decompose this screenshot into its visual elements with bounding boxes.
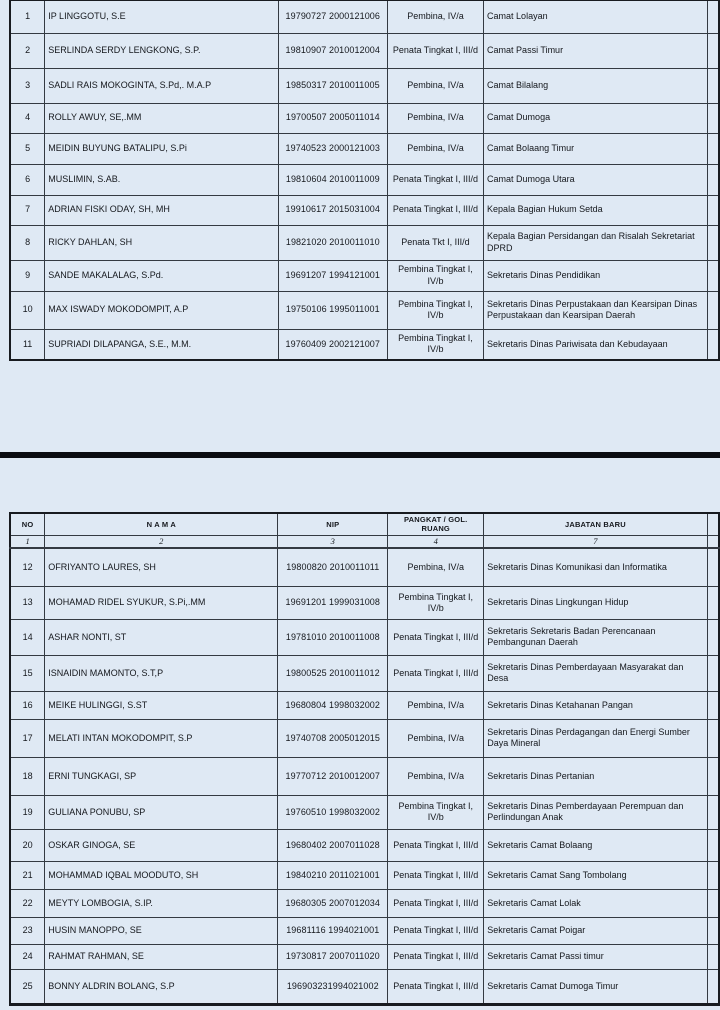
cell-pangkat: Penata Tingkat I, III/d	[388, 861, 484, 889]
cell-nama: ROLLY AWUY, SE,.MM	[45, 103, 278, 133]
cell-nama: SADLI RAIS MOKOGINTA, S.Pd,. M.A.P	[45, 68, 278, 103]
cell-jabatan: Sekretaris Dinas Pemberdayaan Perempuan dan Perlindungan Anak	[484, 795, 707, 829]
cell-nama: MUSLIMIN, S.AB.	[45, 164, 278, 195]
cell-extra	[707, 291, 719, 329]
column-number: 7	[484, 535, 707, 548]
cell-extra	[707, 225, 719, 260]
cell-jabatan: Sekretaris Camat Poigar	[484, 917, 707, 944]
table-row	[10, 33, 719, 68]
cell-no: 20	[10, 829, 45, 861]
cell-jabatan: Sekretaris Dinas Pertanian	[484, 757, 707, 795]
table-row	[10, 795, 719, 829]
cell-extra	[707, 757, 719, 795]
cell-pangkat: Pembina Tingkat I, IV/b	[388, 795, 484, 829]
cell-pangkat: Penata Tingkat I, III/d	[388, 829, 484, 861]
cell-jabatan: Sekretaris Camat Lolak	[484, 889, 707, 917]
cell-pangkat: Penata Tingkat I, III/d	[387, 164, 483, 195]
table-row	[10, 619, 719, 655]
cell-nama: RAHMAT RAHMAN, SE	[45, 944, 278, 969]
cell-nip: 19850317 2010011005	[278, 68, 387, 103]
cell-extra	[707, 195, 719, 225]
cell-extra	[707, 103, 719, 133]
cell-pangkat: Penata Tingkat I, III/d	[388, 619, 484, 655]
cell-pangkat: Pembina, IV/a	[387, 0, 483, 33]
cell-extra	[707, 655, 719, 691]
cell-nip: 19750106 1995011001	[278, 291, 387, 329]
cell-no: 2	[10, 33, 45, 68]
cell-pangkat: Penata Tingkat I, III/d	[388, 655, 484, 691]
table-row	[10, 917, 719, 944]
cell-nama: MEIDIN BUYUNG BATALIPU, S.Pi	[45, 133, 278, 164]
cell-pangkat: Pembina Tingkat I, IV/b	[388, 586, 484, 619]
column-number: 2	[45, 535, 278, 548]
cell-pangkat: Penata Tingkat I, III/d	[388, 917, 484, 944]
cell-pangkat: Pembina, IV/a	[387, 133, 483, 164]
table-row	[10, 944, 719, 969]
cell-nama: ADRIAN FISKI ODAY, SH, MH	[45, 195, 278, 225]
cell-no: 18	[10, 757, 45, 795]
cell-nip: 19810907 2010012004	[278, 33, 387, 68]
table-row	[10, 829, 719, 861]
cell-extra	[707, 829, 719, 861]
table-row	[10, 861, 719, 889]
table-row	[10, 195, 719, 225]
cell-jabatan: Sekretaris Dinas Pendidikan	[484, 260, 707, 291]
cell-nip: 19910617 2015031004	[278, 195, 387, 225]
cell-nama: ISNAIDIN MAMONTO, S.T,P	[45, 655, 278, 691]
cell-extra	[707, 944, 719, 969]
table-row	[10, 586, 719, 619]
cell-nip: 19680402 2007011028	[278, 829, 388, 861]
personnel-table-lower	[9, 512, 720, 1006]
cell-no: 22	[10, 889, 45, 917]
column-number: 4	[388, 535, 484, 548]
cell-no: 8	[10, 225, 45, 260]
cell-no: 24	[10, 944, 45, 969]
cell-pangkat: Pembina, IV/a	[387, 68, 483, 103]
cell-extra	[707, 68, 719, 103]
cell-jabatan: Kepala Bagian Persidangan dan Risalah Sekretariat DPRD	[484, 225, 707, 260]
cell-nama: SANDE MAKALALAG, S.Pd.	[45, 260, 278, 291]
cell-nip: 19680804 1998032002	[278, 691, 388, 719]
cell-nama: HUSIN MANOPPO, SE	[45, 917, 278, 944]
cell-jabatan: Sekretaris Dinas Perpustakaan dan Kearsipan Dinas Perpustakaan dan Kearsipan Daerah	[484, 291, 707, 329]
cell-jabatan: Sekretaris Camat Sang Tombolang	[484, 861, 707, 889]
cell-nama: SERLINDA SERDY LENGKONG, S.P.	[45, 33, 278, 68]
cell-extra	[707, 719, 719, 757]
column-header: NIP	[278, 513, 388, 535]
cell-jabatan: Camat Bolaang Timur	[484, 133, 707, 164]
cell-jabatan: Camat Dumoga Utara	[484, 164, 707, 195]
cell-nip: 19700507 2005011014	[278, 103, 387, 133]
cell-nip: 19770712 2010012007	[278, 757, 388, 795]
cell-no: 17	[10, 719, 45, 757]
cell-extra	[707, 619, 719, 655]
cell-jabatan: Camat Lolayan	[484, 0, 707, 33]
cell-nama: MEIKE HULINGGI, S.ST	[45, 691, 278, 719]
column-header: JABATAN BARU	[484, 513, 707, 535]
cell-nama: MOHAMAD RIDEL SYUKUR, S.Pi,.MM	[45, 586, 278, 619]
cell-no: 10	[10, 291, 45, 329]
cell-pangkat: Penata Tingkat I, III/d	[387, 195, 483, 225]
cell-pangkat: Penata Tingkat I, III/d	[388, 889, 484, 917]
cell-no: 7	[10, 195, 45, 225]
cell-jabatan: Sekretaris Camat Passi timur	[484, 944, 707, 969]
cell-pangkat: Pembina, IV/a	[388, 757, 484, 795]
cell-jabatan: Sekretaris Sekretaris Badan Perencanaan Pembangunan Daerah	[484, 619, 707, 655]
cell-nip: 19730817 2007011020	[278, 944, 388, 969]
cell-extra	[707, 861, 719, 889]
cell-nip: 19680305 2007012034	[278, 889, 388, 917]
cell-jabatan: Sekretaris Dinas Ketahanan Pangan	[484, 691, 707, 719]
cell-no: 16	[10, 691, 45, 719]
cell-nama: ASHAR NONTI, ST	[45, 619, 278, 655]
cell-nip: 19740523 2000121003	[278, 133, 387, 164]
cell-no: 3	[10, 68, 45, 103]
cell-pangkat: Pembina, IV/a	[387, 103, 483, 133]
cell-nip: 196903231994021002	[278, 969, 388, 1004]
cell-nama: OSKAR GINOGA, SE	[45, 829, 278, 861]
cell-no: 14	[10, 619, 45, 655]
cell-jabatan: Kepala Bagian Hukum Setda	[484, 195, 707, 225]
cell-extra	[707, 164, 719, 195]
cell-jabatan: Sekretaris Dinas Pemberdayaan Masyarakat dan Desa	[484, 655, 707, 691]
table-row	[10, 0, 719, 33]
cell-jabatan: Sekretaris Camat Dumoga Timur	[484, 969, 707, 1004]
cell-extra	[707, 917, 719, 944]
cell-jabatan: Sekretaris Dinas Komunikasi dan Informatika	[484, 548, 707, 586]
cell-extra	[707, 260, 719, 291]
cell-jabatan: Camat Passi Timur	[484, 33, 707, 68]
cell-no: 11	[10, 329, 45, 360]
cell-extra	[707, 329, 719, 360]
cell-jabatan: Sekretaris Camat Bolaang	[484, 829, 707, 861]
cell-nama: MAX ISWADY MOKODOMPIT, A.P	[45, 291, 278, 329]
cell-pangkat: Pembina Tingkat I, IV/b	[387, 260, 483, 291]
cell-nip: 19810604 2010011009	[278, 164, 387, 195]
cell-nama: MELATI INTAN MOKODOMPIT, S.P	[45, 719, 278, 757]
cell-no: 1	[10, 0, 45, 33]
cell-nama: RICKY DAHLAN, SH	[45, 225, 278, 260]
cell-nama: SUPRIADI DILAPANGA, S.E., M.M.	[45, 329, 278, 360]
cell-nip: 19781010 2010011008	[278, 619, 388, 655]
cell-nip: 19691201 1999031008	[278, 586, 388, 619]
cell-no: 25	[10, 969, 45, 1004]
cell-nama: MOHAMMAD IQBAL MOODUTO, SH	[45, 861, 278, 889]
column-number: 1	[10, 535, 45, 548]
cell-nama: OFRIYANTO LAURES, SH	[45, 548, 278, 586]
cell-pangkat: Pembina, IV/a	[388, 691, 484, 719]
cell-pangkat: Penata Tingkat I, III/d	[388, 969, 484, 1004]
table-row	[10, 719, 719, 757]
cell-nip: 19760510 1998032002	[278, 795, 388, 829]
table-row	[10, 969, 719, 1004]
page-break-divider	[0, 452, 720, 458]
table-row	[10, 225, 719, 260]
cell-extra	[707, 795, 719, 829]
column-header: N A M A	[45, 513, 278, 535]
cell-extra	[707, 548, 719, 586]
table-row	[10, 164, 719, 195]
cell-nip: 19800525 2010011012	[278, 655, 388, 691]
cell-extra	[707, 889, 719, 917]
cell-no: 21	[10, 861, 45, 889]
cell-nip: 19760409 2002121007	[278, 329, 387, 360]
cell-extra	[707, 586, 719, 619]
column-header-extra	[707, 513, 719, 535]
table-row	[10, 291, 719, 329]
cell-nama: BONNY ALDRIN BOLANG, S.P	[45, 969, 278, 1004]
header-row	[10, 513, 719, 535]
cell-pangkat: Penata Tingkat I, III/d	[388, 944, 484, 969]
table-row	[10, 329, 719, 360]
cell-pangkat: Pembina, IV/a	[388, 719, 484, 757]
column-number-extra	[707, 535, 719, 548]
cell-nip: 19681116 1994021001	[278, 917, 388, 944]
cell-nama: MEYTY LOMBOGIA, S.IP.	[45, 889, 278, 917]
cell-no: 19	[10, 795, 45, 829]
personnel-table-upper	[9, 0, 720, 361]
table-row	[10, 68, 719, 103]
cell-jabatan: Sekretaris Dinas Perdagangan dan Energi Sumber Daya Mineral	[484, 719, 707, 757]
cell-nip: 19790727 2000121006	[278, 0, 387, 33]
table-row	[10, 655, 719, 691]
cell-nama: ERNI TUNGKAGI, SP	[45, 757, 278, 795]
table-row	[10, 133, 719, 164]
cell-jabatan: Camat Bilalang	[484, 68, 707, 103]
cell-no: 23	[10, 917, 45, 944]
cell-pangkat: Pembina Tingkat I, IV/b	[387, 291, 483, 329]
column-header: NO	[10, 513, 45, 535]
cell-pangkat: Penata Tingkat I, III/d	[387, 33, 483, 68]
cell-no: 6	[10, 164, 45, 195]
cell-nip: 19840210 2011021001	[278, 861, 388, 889]
cell-no: 12	[10, 548, 45, 586]
cell-jabatan: Camat Dumoga	[484, 103, 707, 133]
cell-no: 13	[10, 586, 45, 619]
cell-nip: 19691207 1994121001	[278, 260, 387, 291]
table-row	[10, 889, 719, 917]
cell-no: 5	[10, 133, 45, 164]
cell-jabatan: Sekretaris Dinas Lingkungan Hidup	[484, 586, 707, 619]
cell-extra	[707, 33, 719, 68]
cell-extra	[707, 133, 719, 164]
table-row	[10, 260, 719, 291]
cell-pangkat: Penata Tkt I, III/d	[387, 225, 483, 260]
cell-extra	[707, 691, 719, 719]
cell-nip: 19740708 2005012015	[278, 719, 388, 757]
table-row	[10, 757, 719, 795]
cell-pangkat: Pembina Tingkat I, IV/b	[387, 329, 483, 360]
table-row	[10, 103, 719, 133]
cell-extra	[707, 969, 719, 1004]
cell-no: 15	[10, 655, 45, 691]
column-header: PANGKAT / GOL. RUANG	[388, 513, 484, 535]
column-number-row	[10, 535, 719, 548]
cell-nip: 19800820 2010011011	[278, 548, 388, 586]
cell-no: 4	[10, 103, 45, 133]
cell-extra	[707, 0, 719, 33]
cell-nama: GULIANA PONUBU, SP	[45, 795, 278, 829]
column-number: 3	[278, 535, 388, 548]
cell-jabatan: Sekretaris Dinas Pariwisata dan Kebudayaan	[484, 329, 707, 360]
table-row	[10, 691, 719, 719]
table-row	[10, 548, 719, 586]
cell-pangkat: Pembina, IV/a	[388, 548, 484, 586]
cell-nip: 19821020 2010011010	[278, 225, 387, 260]
cell-nama: IP LINGGOTU, S.E	[45, 0, 278, 33]
cell-no: 9	[10, 260, 45, 291]
